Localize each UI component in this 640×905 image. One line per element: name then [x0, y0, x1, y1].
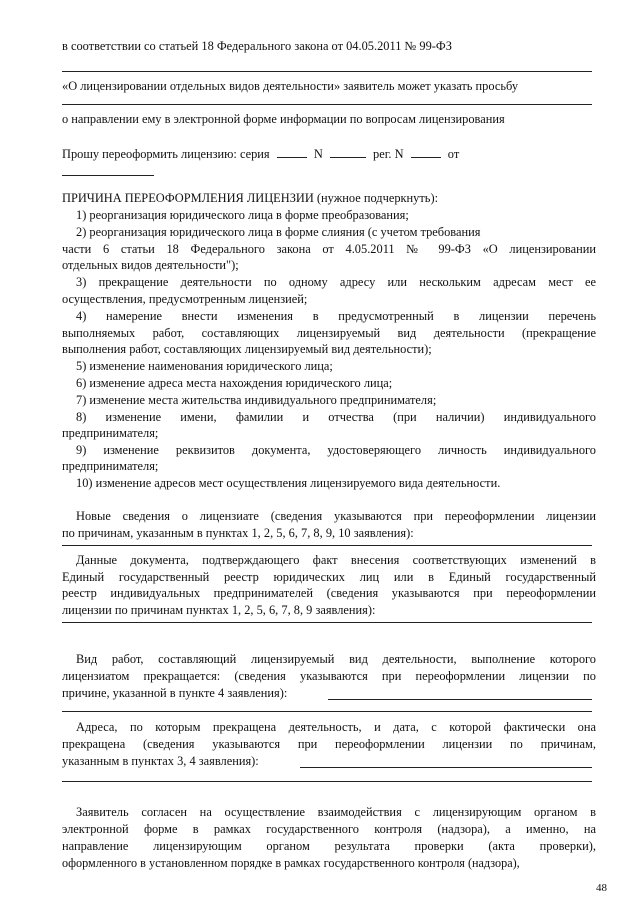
addresses-field[interactable] [300, 767, 592, 768]
addresses-line-1: Адреса, по которым прекращена деятельность, и дата, с которой фактически она [76, 720, 596, 734]
date-field[interactable] [62, 175, 154, 176]
request-line [62, 146, 459, 162]
work-field[interactable] [328, 699, 592, 700]
reason-10[interactable]: 10) изменение адресов мест осуществления лицензируемого вида деятельности. [76, 476, 501, 490]
reason-3-line-2[interactable]: осуществления, предусмотренным лицензией; [62, 292, 308, 306]
intro-line-2: «О лицензировании отдельных видов деятельности» заявитель может указать просьбу [62, 79, 519, 93]
reason-3-line-1[interactable]: 3) прекращение деятельности по одному адресу или нескольким адресам мест ее [76, 275, 596, 289]
work-line-1: Вид работ, составляющий лицензируемый вид деятельности, выполнение которого [76, 652, 596, 666]
reasons-heading: ПРИЧИНА ПЕРЕОФОРМЛЕНИЯ ЛИЦЕНЗИИ (нужное подчеркнуть): [62, 191, 439, 205]
intro-line-1: в соответствии со статьей 18 Федерального закона от 04.05.2011 № 99-ФЗ [62, 39, 452, 53]
reason-4-line-3[interactable]: выполнения работ, составляющих лицензируемый вид деятельности); [62, 342, 432, 356]
request-n-label: N [313, 147, 323, 161]
reason-8-line-1[interactable]: 8) изменение имени, фамилии и отчества (при наличии) индивидуального [76, 410, 596, 424]
registry-field[interactable] [62, 622, 592, 623]
registry-line-1: Данные документа, подтверждающего факт внесения соответствующих изменений в [76, 553, 596, 567]
reason-2-line-1[interactable]: 2) реорганизация юридического лица в форме слияния (с учетом требования [76, 225, 481, 239]
reason-4-line-1[interactable]: 4) намерение внести изменения в предусмотренный в лицензии перечень [76, 309, 596, 323]
work-line-2: лицензиатом прекращается: (сведения указываются при переоформлении лицензии по [62, 669, 596, 683]
registry-line-3: реестр индивидуальных предпринимателей (сведения указываются при переоформлении [62, 586, 596, 600]
reason-2-line-3[interactable]: отдельных видов деятельности"); [62, 258, 239, 272]
work-line-3: причине, указанной в пункте 4 заявления): [62, 686, 288, 700]
addresses-line-2: прекращена (сведения указываются при переоформлении лицензии по причинам, [62, 737, 596, 751]
addresses-line-3: указанным в пунктах 3, 4 заявления): [62, 754, 259, 768]
consent-line-4: оформленного в установленном порядке в рамках государственного контроля (надзора), [62, 856, 520, 870]
addresses-field-extra[interactable] [62, 781, 592, 782]
consent-line-1: Заявитель согласен на осуществление взаимодействия с лицензирующим органом в [76, 805, 596, 819]
new-info-line-2: по причинам, указанным в пунктах 1, 2, 5, 6, 7, 8, 9, 10 заявления): [62, 526, 414, 540]
request-from-label: от [447, 147, 460, 161]
reason-8-line-2[interactable]: предпринимателя; [62, 426, 159, 440]
reason-9-line-1[interactable]: 9) изменение реквизитов документа, удостоверяющего личность индивидуального [76, 443, 596, 457]
work-field-extra[interactable] [62, 711, 592, 712]
consent-line-2: электронной форме в рамках государственного контроля (надзора), а именно, на [62, 822, 596, 836]
reason-4-line-2[interactable]: выполняемых работ, составляющих лицензируемый вид деятельности (прекращение [62, 326, 596, 340]
reason-5[interactable]: 5) изменение наименования юридического лица; [76, 359, 333, 373]
registry-line-4: лицензии по причинам пунктах 1, 2, 5, 6, 7, 8, 9 заявления): [62, 603, 376, 617]
new-info-field[interactable] [62, 545, 592, 546]
reason-9-line-2[interactable]: предпринимателя; [62, 459, 159, 473]
consent-line-3: направление лицензирующим органом результата проверки (акта проверки), [62, 839, 596, 853]
registry-line-2: Единый государственный реестр юридических лиц или в Единый государственный [62, 570, 596, 584]
fill-line [62, 104, 592, 105]
reason-7[interactable]: 7) изменение места жительства индивидуального предпринимателя; [76, 393, 437, 407]
reason-6[interactable]: 6) изменение адреса места нахождения юридического лица; [76, 376, 393, 390]
series-field[interactable] [277, 157, 307, 158]
reason-1[interactable]: 1) реорганизация юридического лица в форме преобразования; [76, 208, 409, 222]
intro-line-3: о направлении ему в электронной форме информации по вопросам лицензирования [62, 112, 505, 126]
new-info-line-1: Новые сведения о лицензиате (сведения указываются при переоформлении лицензии [76, 509, 596, 523]
request-reg-label: рег. N [373, 147, 404, 161]
number-field[interactable] [330, 157, 366, 158]
page-number: 48 [596, 882, 607, 894]
reason-2-line-2[interactable]: части 6 статьи 18 Федерального закона от 4.05.2011 № 99-ФЗ «О лицензировании [62, 242, 596, 256]
request-prefix: Прошу переоформить лицензию: серия [62, 147, 270, 161]
reg-number-field[interactable] [411, 157, 441, 158]
fill-line [62, 71, 592, 72]
